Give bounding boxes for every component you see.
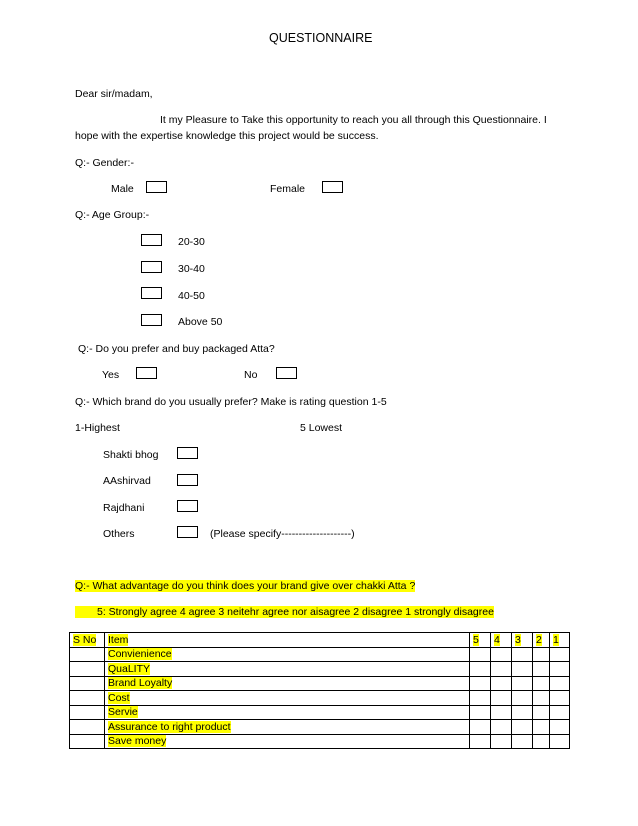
rating-cell[interactable] (533, 705, 550, 720)
advantage-question: Q:- What advantage do you think does your brand give over chakki Atta ? (75, 580, 416, 592)
rating-table (69, 632, 570, 749)
item-cell (105, 705, 470, 720)
item-cell (105, 734, 470, 749)
rating-cell[interactable] (533, 662, 550, 677)
rating-cell[interactable] (491, 647, 512, 662)
table-row (70, 691, 570, 706)
packaged-question: Q:- Do you prefer and buy packaged Atta? (78, 343, 275, 355)
item-label: Servie (108, 706, 138, 719)
sno-cell (70, 734, 105, 749)
sno-cell (70, 676, 105, 691)
rating-cell[interactable] (491, 720, 512, 735)
rating-cell[interactable] (470, 720, 491, 735)
item-label: Assurance to right product (108, 720, 231, 733)
intro-line-1: It my Pleasure to Take this opportunity to reach you all through this Questionnaire. I (160, 114, 547, 126)
rating-cell[interactable] (491, 734, 512, 749)
header-1: 1 (553, 633, 559, 646)
brand-question: Q:- Which brand do you usually prefer? Make is rating question 1-5 (75, 396, 387, 408)
please-specify-text: (Please specify--------------------) (210, 528, 355, 540)
scale-low-label: 1-Highest (75, 422, 120, 434)
rating-cell[interactable] (470, 705, 491, 720)
header-cell (512, 633, 533, 648)
brand-option-rajdhani: Rajdhani (103, 502, 145, 514)
item-label: Cost (108, 691, 130, 704)
header-4: 4 (494, 633, 500, 646)
greeting: Dear sir/madam, (75, 88, 153, 100)
rating-cell[interactable] (512, 705, 533, 720)
sno-cell (70, 662, 105, 677)
table-row (70, 705, 570, 720)
rating-cell[interactable] (470, 676, 491, 691)
sno-cell (70, 691, 105, 706)
rating-cell[interactable] (470, 691, 491, 706)
item-label: Brand Loyalty (108, 677, 173, 690)
table-row (70, 662, 570, 677)
rating-cell[interactable] (470, 662, 491, 677)
rating-table-body (70, 633, 570, 749)
table-row (70, 647, 570, 662)
age-above-50-checkbox[interactable] (141, 314, 162, 326)
header-cell (491, 633, 512, 648)
table-header-row (70, 633, 570, 648)
intro-line-2: hope with the expertise knowledge this project would be success. (75, 130, 379, 142)
rating-cell[interactable] (491, 662, 512, 677)
item-cell (105, 647, 470, 662)
header-item: Item (108, 633, 129, 646)
advantage-scale-legend: 5: Strongly agree 4 agree 3 neitehr agree nor aisagree 2 disagree 1 strongly disagree (75, 606, 494, 618)
rating-cell[interactable] (550, 705, 570, 720)
age-option-30-40: 30-40 (178, 263, 205, 275)
item-label: Convienience (108, 648, 172, 661)
rating-cell[interactable] (512, 720, 533, 735)
header-5: 5 (473, 633, 479, 646)
age-40-50-checkbox[interactable] (141, 287, 162, 299)
rating-cell[interactable] (491, 676, 512, 691)
rating-cell[interactable] (550, 720, 570, 735)
rating-cell[interactable] (533, 691, 550, 706)
item-cell (105, 691, 470, 706)
rating-cell[interactable] (533, 647, 550, 662)
table-row (70, 676, 570, 691)
sno-cell (70, 647, 105, 662)
page-title: QUESTIONNAIRE (269, 31, 373, 45)
header-sno: S No (73, 633, 97, 646)
male-checkbox[interactable] (146, 181, 167, 193)
packaged-option-yes: Yes (102, 369, 120, 381)
rating-cell[interactable] (533, 676, 550, 691)
rating-cell[interactable] (512, 734, 533, 749)
age-option-above-50: Above 50 (178, 316, 223, 328)
rating-cell[interactable] (533, 734, 550, 749)
rajdhani-rating-box[interactable] (177, 500, 198, 512)
packaged-option-no: No (244, 369, 258, 381)
brand-option-shakti-bhog: Shakti bhog (103, 449, 159, 461)
rating-cell[interactable] (533, 720, 550, 735)
age-option-40-50: 40-50 (178, 290, 205, 302)
header-cell (105, 633, 470, 648)
rating-cell[interactable] (470, 647, 491, 662)
age-option-20-30: 20-30 (178, 236, 205, 248)
item-label: Save money (108, 735, 167, 748)
brand-option-others: Others (103, 528, 135, 540)
yes-checkbox[interactable] (136, 367, 157, 379)
brand-option-aashirvad: AAshirvad (103, 475, 151, 487)
others-rating-box[interactable] (177, 526, 198, 538)
rating-cell[interactable] (491, 705, 512, 720)
rating-cell[interactable] (550, 734, 570, 749)
rating-cell[interactable] (550, 676, 570, 691)
gender-option-female: Female (270, 183, 306, 195)
aashirvad-rating-box[interactable] (177, 474, 198, 486)
header-cell (550, 633, 570, 648)
rating-cell[interactable] (512, 647, 533, 662)
gender-question: Q:- Gender:- (75, 157, 134, 169)
sno-cell (70, 705, 105, 720)
table-row (70, 734, 570, 749)
female-checkbox[interactable] (322, 181, 343, 193)
header-2: 2 (536, 633, 542, 646)
rating-cell[interactable] (512, 676, 533, 691)
rating-cell[interactable] (550, 691, 570, 706)
header-cell (470, 633, 491, 648)
gender-option-male: Male (111, 183, 134, 195)
item-cell (105, 662, 470, 677)
header-cell (70, 633, 105, 648)
rating-cell[interactable] (512, 691, 533, 706)
age-question: Q:- Age Group:- (75, 209, 150, 221)
sno-cell (70, 720, 105, 735)
scale-high-label: 5 Lowest (300, 422, 343, 434)
rating-cell[interactable] (470, 734, 491, 749)
no-checkbox[interactable] (276, 367, 297, 379)
item-cell (105, 676, 470, 691)
item-label: QuaLITY (108, 662, 151, 675)
shakti-bhog-rating-box[interactable] (177, 447, 198, 459)
age-30-40-checkbox[interactable] (141, 261, 162, 273)
age-20-30-checkbox[interactable] (141, 234, 162, 246)
item-cell (105, 720, 470, 735)
rating-cell[interactable] (491, 691, 512, 706)
header-3: 3 (515, 633, 521, 646)
rating-cell[interactable] (550, 662, 570, 677)
rating-cell[interactable] (512, 662, 533, 677)
table-row (70, 720, 570, 735)
header-cell (533, 633, 550, 648)
rating-cell[interactable] (550, 647, 570, 662)
